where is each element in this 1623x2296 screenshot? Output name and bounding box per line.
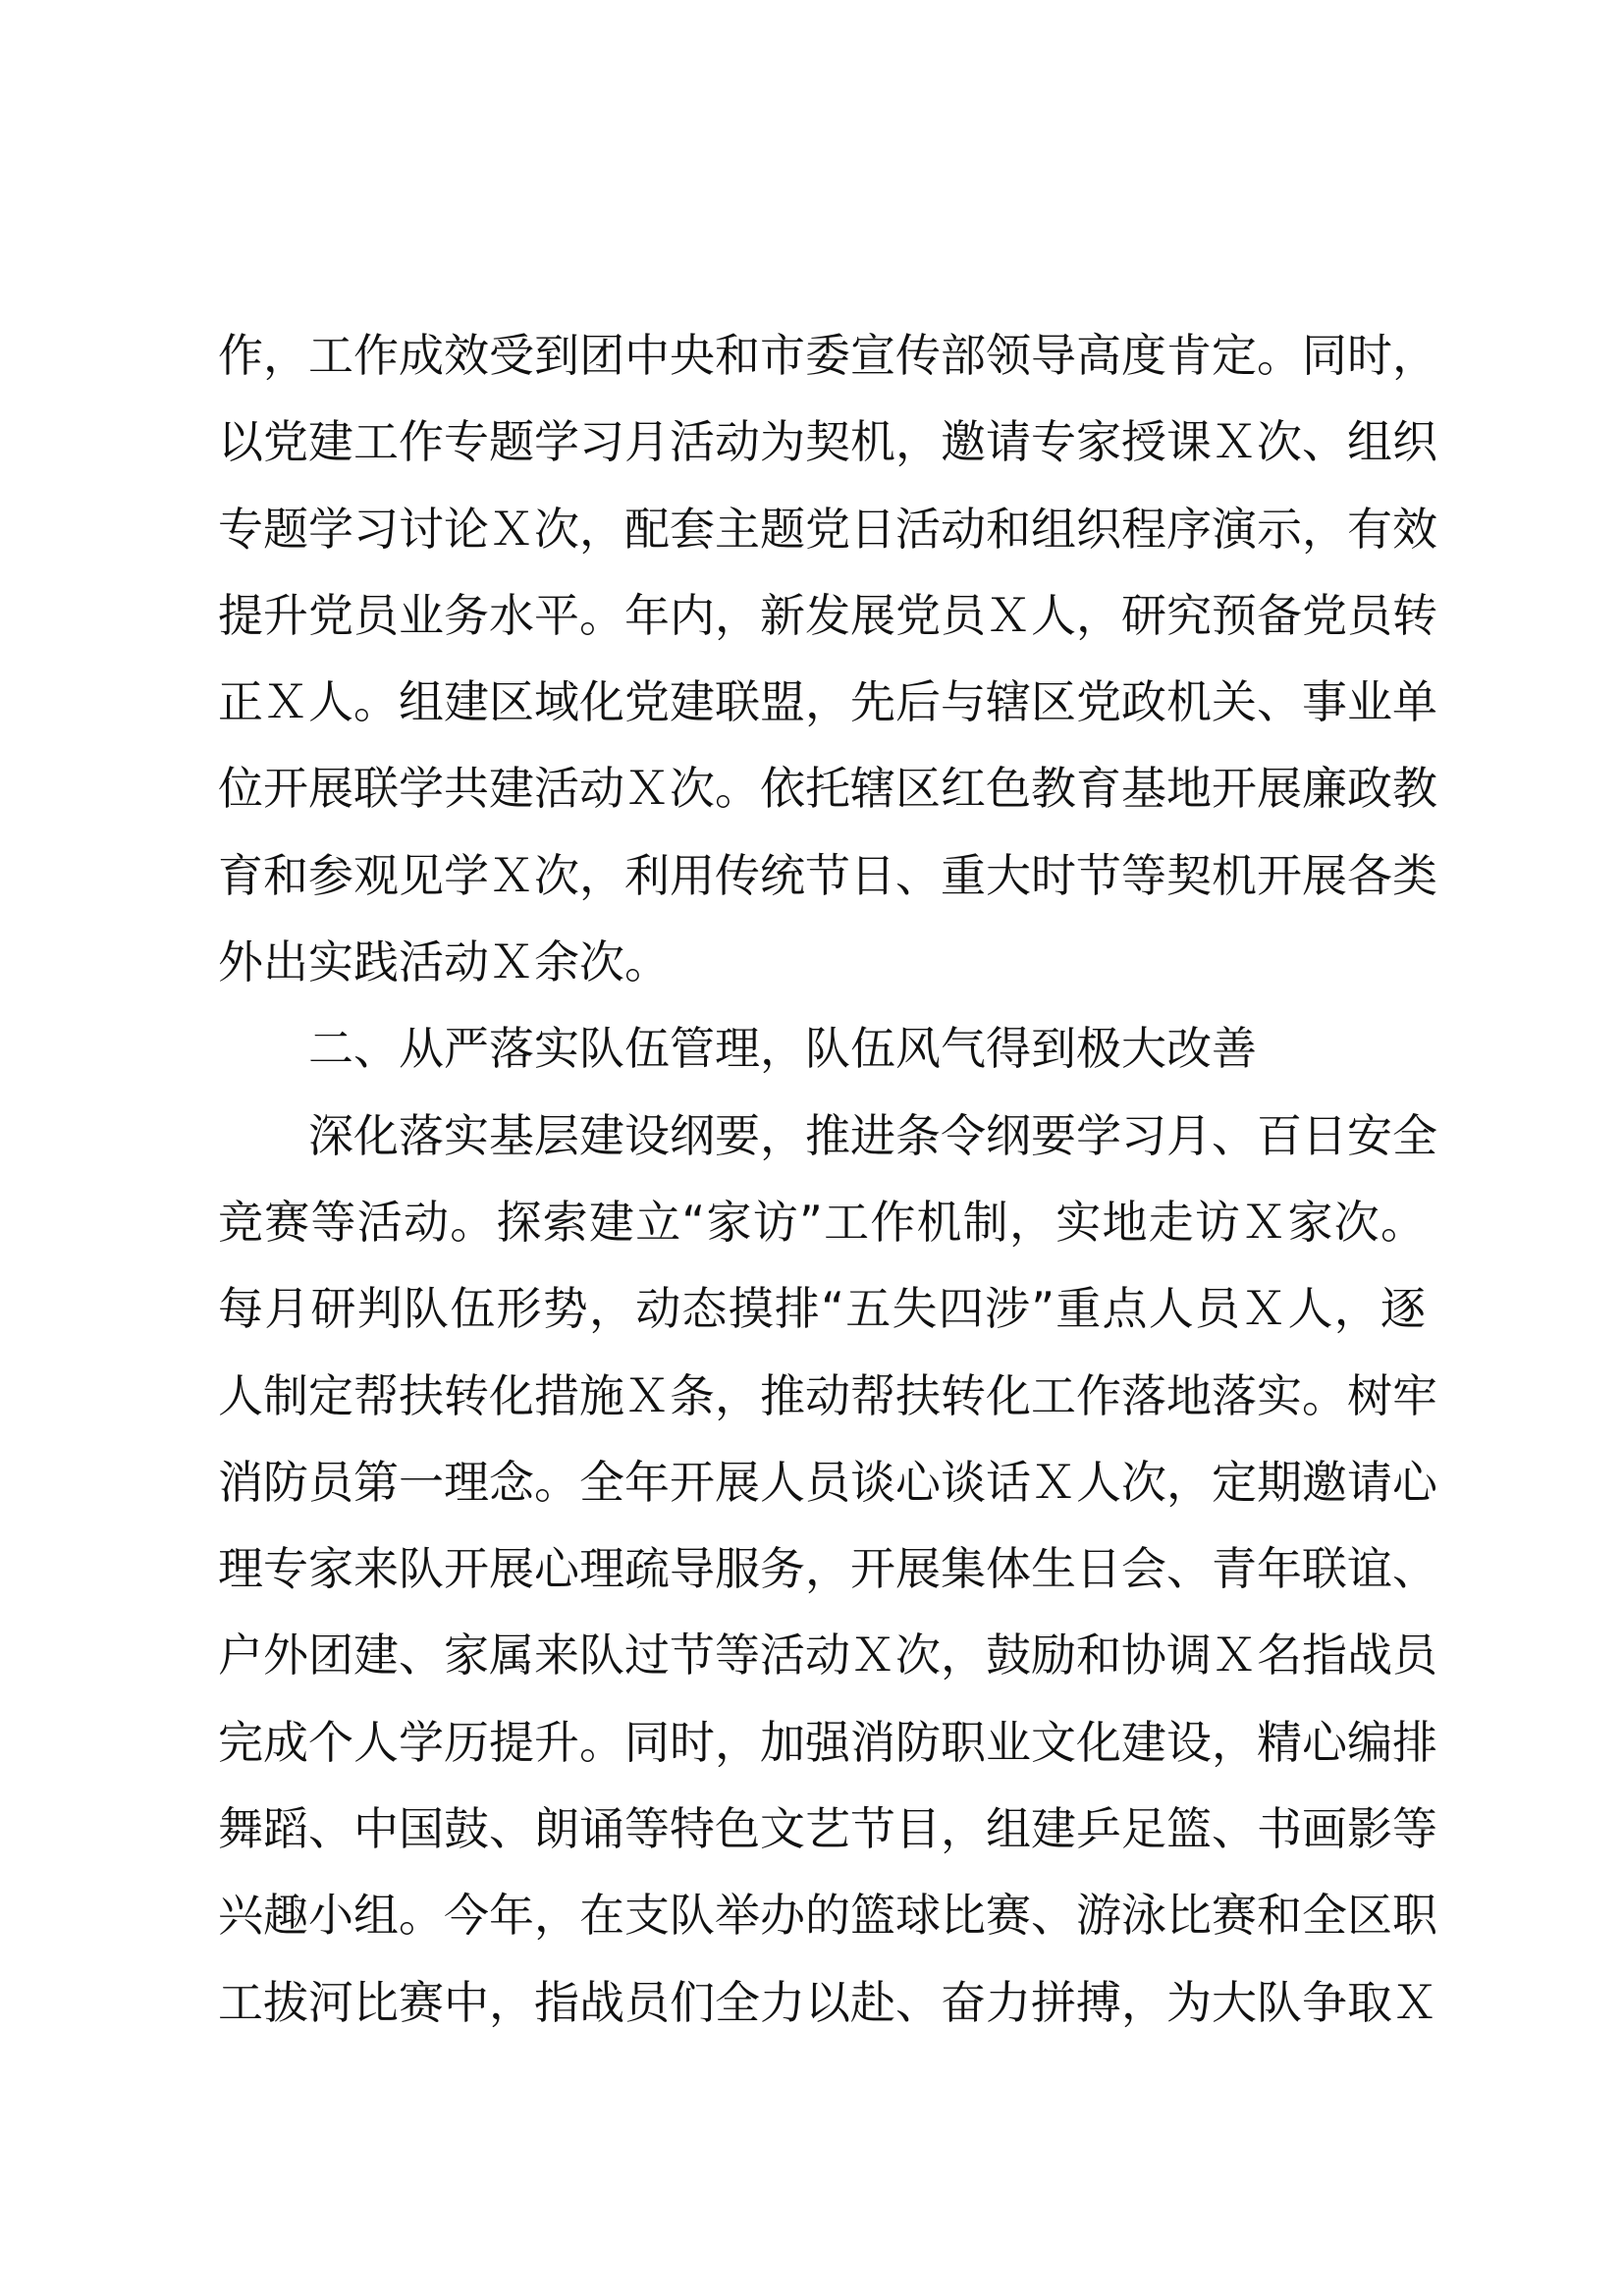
paragraph-line: 位开展联学共建活动Ｘ次。依托辖区红色教育基地开展廉政教 [218,762,1437,816]
paragraph-line: 消防员第一理念。全年开展人员谈心谈话Ｘ人次，定期邀请心 [218,1455,1437,1509]
paragraph-line: 兴趣小组。今年，在支队举办的篮球比赛、游泳比赛和全区职 [218,1889,1437,1943]
paragraph-line: 深化落实基层建设纲要，推进条令纲要学习月、百日安全 [308,1108,1437,1162]
paragraph-line: 外出实践活动Ｘ余次。 [218,935,670,989]
paragraph-line: 理专家来队开展心理疏导服务，开展集体生日会、青年联谊、 [218,1542,1437,1596]
paragraph-line: 竞赛等活动。探索建立“家访”工作机制，实地走访Ｘ家次。 [218,1195,1426,1249]
paragraph-line: 正Ｘ人。组建区域化党建联盟，先后与辖区党政机关、事业单 [218,675,1437,729]
paragraph-line: 工拔河比赛中，指战员们全力以赴、奋力拼搏，为大队争取Ｘ [218,1975,1437,2029]
paragraph-line: 完成个人学历提升。同时，加强消防职业文化建设，精心编排 [218,1715,1437,1769]
paragraph-line: 以党建工作专题学习月活动为契机，邀请专家授课Ｘ次、组织 [218,415,1437,469]
body-text [218,312,1437,2046]
paragraph-line: 人制定帮扶转化措施Ｘ条，推动帮扶转化工作落地落实。树牢 [218,1368,1437,1422]
paragraph-line: 作，工作成效受到团中央和市委宣传部领导高度肯定。同时， [218,329,1437,382]
section-heading: 二、从严落实队伍管理，队伍风气得到极大改善 [308,1022,1257,1076]
paragraph-line: 舞蹈、中国鼓、朗诵等特色文艺节目，组建乒足篮、书画影等 [218,1802,1437,1856]
paragraph-line: 提升党员业务水平。年内，新发展党员Ｘ人，研究预备党员转 [218,588,1437,642]
paragraph-line: 专题学习讨论Ｘ次，配套主题党日活动和组织程序演示，有效 [218,502,1437,556]
paragraph-line: 每月研判队伍形势，动态摸排“五失四涉”重点人员Ｘ人，逐 [218,1282,1426,1336]
paragraph-line: 育和参观见学Ｘ次，利用传统节日、重大时节等契机开展各类 [218,848,1437,902]
paragraph-line: 户外团建、家属来队过节等活动Ｘ次，鼓励和协调Ｘ名指战员 [218,1629,1437,1682]
